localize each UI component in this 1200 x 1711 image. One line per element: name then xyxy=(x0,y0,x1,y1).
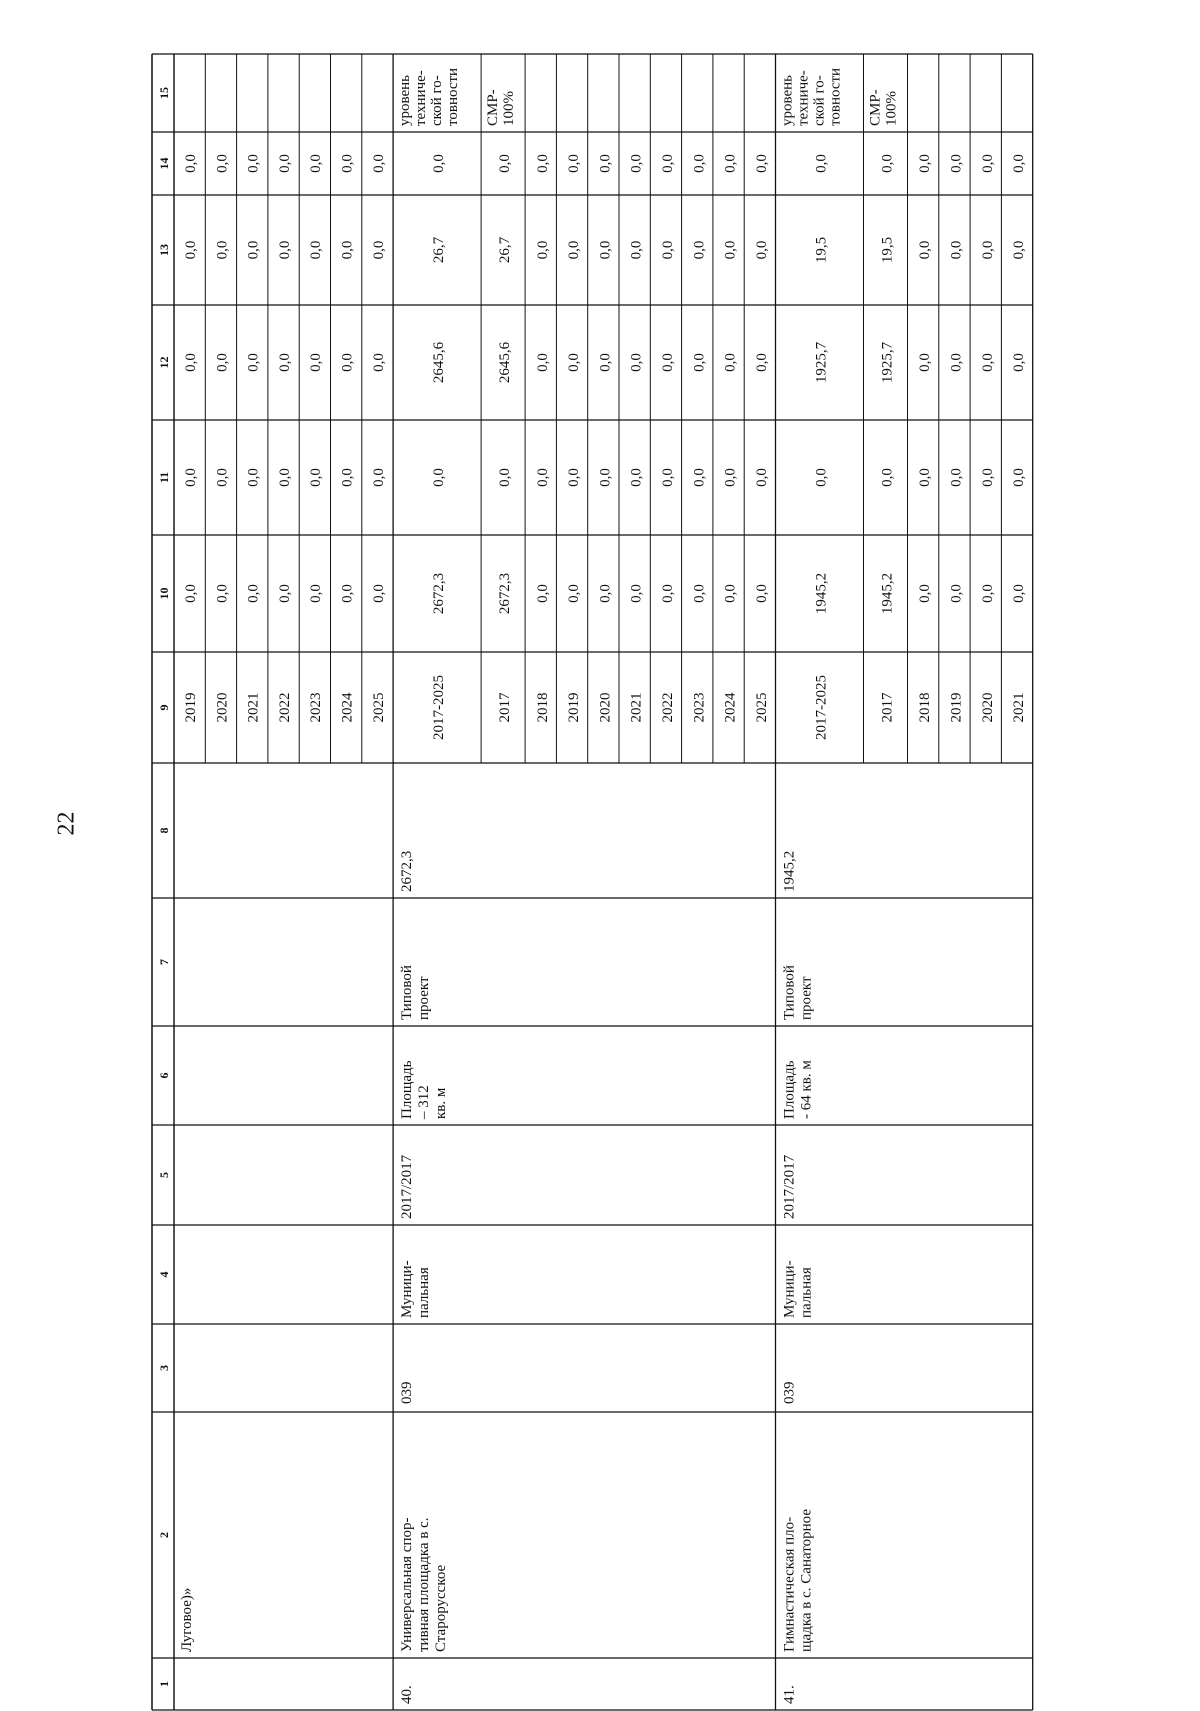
value-cell: 0,0 xyxy=(534,240,551,260)
value-cell: 0,0 xyxy=(628,468,645,487)
column-header-2: 2 xyxy=(157,1532,171,1538)
value-cell: 0,0 xyxy=(308,468,325,487)
value-cell: 0,0 xyxy=(245,353,262,372)
value-cell: 0,0 xyxy=(917,240,934,260)
value-cell: 1925,7 xyxy=(879,341,896,384)
value-cell: 0,0 xyxy=(370,154,387,173)
value-cell: 0,0 xyxy=(753,353,770,372)
year-cell: 2019 xyxy=(183,692,199,723)
value-cell: 0,0 xyxy=(183,468,199,487)
note-text: товности xyxy=(827,67,844,126)
value-cell: 0,0 xyxy=(183,353,199,372)
note-text: СМР- xyxy=(867,89,884,126)
value-cell: 0,0 xyxy=(917,584,934,603)
capacity: – 312 xyxy=(416,1085,433,1119)
value-cell: 0,0 xyxy=(597,584,614,603)
value-cell: 1945,2 xyxy=(879,572,896,615)
value-cell: 2672,3 xyxy=(497,572,514,615)
note-text: ской го- xyxy=(429,75,446,126)
value-cell: 0,0 xyxy=(722,468,739,487)
value-cell: 0,0 xyxy=(431,468,448,487)
value-cell: 0,0 xyxy=(597,240,614,260)
value-cell: 0,0 xyxy=(753,468,770,487)
value-cell: 0,0 xyxy=(534,468,551,487)
value-cell: 0,0 xyxy=(979,584,996,603)
project-type: проект xyxy=(798,976,815,1020)
year-cell: 2017 xyxy=(879,692,896,723)
value-cell: 0,0 xyxy=(917,353,934,372)
year-cell: 2025 xyxy=(753,692,770,723)
column-header-14: 14 xyxy=(157,157,171,170)
object-name: щадка в с. Санаторное xyxy=(798,1509,815,1652)
value-cell: 0,0 xyxy=(183,154,199,173)
value-cell: 0,0 xyxy=(339,154,356,173)
value-cell: 0,0 xyxy=(979,353,996,372)
value-cell: 0,0 xyxy=(183,240,199,260)
year-cell: 2021 xyxy=(628,692,645,723)
value-cell: 19,5 xyxy=(879,236,896,264)
value-cell: 0,0 xyxy=(1011,353,1028,372)
value-cell: 26,7 xyxy=(431,236,448,264)
year-cell: 2020 xyxy=(214,692,231,723)
value-cell: 0,0 xyxy=(597,154,614,173)
value-cell: 0,0 xyxy=(948,584,965,603)
value-cell: 0,0 xyxy=(879,154,896,173)
value-cell: 0,0 xyxy=(948,240,965,260)
value-cell: 0,0 xyxy=(948,468,965,487)
year-cell: 2020 xyxy=(979,692,996,723)
value-cell: 0,0 xyxy=(1011,468,1028,487)
value-cell: 0,0 xyxy=(566,353,583,372)
value-cell: 0,0 xyxy=(979,240,996,260)
note-text: уровень xyxy=(397,74,414,126)
project-type: Типовой xyxy=(781,965,798,1020)
object-code: 039 xyxy=(781,1381,798,1404)
table-body xyxy=(152,54,1033,1710)
note-text: ской го- xyxy=(811,75,828,126)
value-cell: 0,0 xyxy=(566,154,583,173)
object-name: Луговое)» xyxy=(179,1587,195,1652)
year-cell: 2019 xyxy=(566,692,583,723)
ownership: Муници- xyxy=(399,1260,416,1318)
value-cell: 0,0 xyxy=(691,468,708,487)
value-cell: 0,0 xyxy=(308,584,325,603)
project-type: проект xyxy=(416,976,433,1020)
column-header-15: 15 xyxy=(157,87,171,99)
value-cell: 19,5 xyxy=(813,236,830,264)
value-cell: 0,0 xyxy=(753,584,770,603)
value-cell: 26,7 xyxy=(497,236,514,264)
column-header-4: 4 xyxy=(157,1271,171,1278)
value-cell: 2645,6 xyxy=(431,341,448,384)
value-cell: 1945,2 xyxy=(813,572,830,615)
value-cell: 0,0 xyxy=(753,240,770,260)
year-cell: 2018 xyxy=(917,692,934,723)
value-cell: 0,0 xyxy=(370,468,387,487)
value-cell: 0,0 xyxy=(534,353,551,372)
value-cell: 0,0 xyxy=(813,468,830,487)
value-cell: 0,0 xyxy=(308,353,325,372)
column-header-11: 11 xyxy=(157,471,171,484)
value-cell: 0,0 xyxy=(214,584,231,603)
value-cell: 0,0 xyxy=(659,584,676,603)
value-cell: 0,0 xyxy=(183,584,199,603)
value-cell: 0,0 xyxy=(659,353,676,372)
year-cell: 2021 xyxy=(1011,692,1028,723)
value-cell: 0,0 xyxy=(308,240,325,260)
ownership: пальная xyxy=(416,1267,433,1318)
column-header-10: 10 xyxy=(157,587,171,600)
value-cell: 0,0 xyxy=(1011,154,1028,173)
period-cell: 2017-2025 xyxy=(431,675,448,740)
capacity: - 64 кв. м xyxy=(798,1060,815,1119)
value-cell: 0,0 xyxy=(722,240,739,260)
column-header-7: 7 xyxy=(157,959,171,965)
value-cell: 0,0 xyxy=(339,353,356,372)
period-cell: 2017-2025 xyxy=(813,675,830,740)
value-cell: 0,0 xyxy=(308,154,325,173)
year-cell: 2023 xyxy=(691,692,708,723)
object-name: Гимнастическая пло- xyxy=(781,1516,798,1652)
column-header-1: 1 xyxy=(157,1681,171,1687)
note-text: СМР- xyxy=(485,89,502,126)
object-code: 039 xyxy=(399,1381,416,1404)
note-text: техниче- xyxy=(413,70,430,126)
value-cell: 0,0 xyxy=(1011,584,1028,603)
project-type: Типовой xyxy=(399,965,416,1020)
value-cell: 0,0 xyxy=(979,468,996,487)
ownership: пальная xyxy=(798,1267,815,1318)
years: 2017/2017 xyxy=(399,1154,416,1219)
value-cell: 0,0 xyxy=(753,154,770,173)
value-cell: 0,0 xyxy=(370,353,387,372)
object-name: Старорусское xyxy=(433,1564,450,1652)
note-text: техниче- xyxy=(795,70,812,126)
value-cell: 0,0 xyxy=(214,468,231,487)
year-cell: 2025 xyxy=(370,692,387,723)
value-cell: 2672,3 xyxy=(431,572,448,615)
value-cell: 0,0 xyxy=(214,154,231,173)
column-header-5: 5 xyxy=(157,1172,171,1178)
object-name: тивная площадка в с. xyxy=(416,1517,433,1652)
value-cell: 0,0 xyxy=(566,468,583,487)
value-cell: 0,0 xyxy=(245,154,262,173)
note-text: уровень xyxy=(779,74,796,126)
value-cell: 0,0 xyxy=(659,468,676,487)
value-cell: 0,0 xyxy=(370,584,387,603)
value-cell: 0,0 xyxy=(917,468,934,487)
year-cell: 2020 xyxy=(597,692,614,723)
column-header-3: 3 xyxy=(157,1365,171,1371)
note-text: 100% xyxy=(501,91,518,126)
column-header-12: 12 xyxy=(157,356,171,369)
ownership: Муници- xyxy=(781,1260,798,1318)
year-cell: 2017 xyxy=(497,692,514,723)
object-cost: 2672,3 xyxy=(399,850,416,892)
value-cell: 0,0 xyxy=(276,584,293,603)
value-cell: 0,0 xyxy=(214,353,231,372)
year-cell: 2024 xyxy=(339,692,356,723)
value-cell: 2645,6 xyxy=(497,341,514,384)
value-cell: 0,0 xyxy=(566,240,583,260)
value-cell: 0,0 xyxy=(659,154,676,173)
year-cell: 2024 xyxy=(722,692,739,723)
value-cell: 0,0 xyxy=(979,154,996,173)
year-cell: 2019 xyxy=(948,692,965,723)
value-cell: 0,0 xyxy=(534,154,551,173)
value-cell: 0,0 xyxy=(879,468,896,487)
value-cell: 0,0 xyxy=(722,584,739,603)
year-cell: 2022 xyxy=(276,692,293,723)
value-cell: 0,0 xyxy=(214,240,231,260)
value-cell: 0,0 xyxy=(245,468,262,487)
value-cell: 0,0 xyxy=(245,584,262,603)
capacity: Площадь xyxy=(781,1060,798,1119)
column-header-6: 6 xyxy=(157,1072,171,1079)
value-cell: 0,0 xyxy=(948,353,965,372)
object-cost: 1945,2 xyxy=(781,850,798,892)
year-cell: 2023 xyxy=(308,692,325,723)
value-cell: 0,0 xyxy=(431,154,448,173)
value-cell: 0,0 xyxy=(628,584,645,603)
years: 2017/2017 xyxy=(781,1154,798,1219)
value-cell: 0,0 xyxy=(339,584,356,603)
year-cell: 2022 xyxy=(659,692,676,723)
page-number: 22 xyxy=(53,811,80,836)
value-cell: 0,0 xyxy=(534,584,551,603)
object-number: 40. xyxy=(399,1685,416,1704)
note-text: товности xyxy=(445,67,462,126)
value-cell: 0,0 xyxy=(1011,240,1028,260)
column-header-9: 9 xyxy=(157,704,171,711)
value-cell: 0,0 xyxy=(948,154,965,173)
object-number: 41. xyxy=(781,1685,798,1704)
column-header-13: 13 xyxy=(157,244,171,256)
value-cell: 0,0 xyxy=(722,154,739,173)
year-cell: 2021 xyxy=(245,692,262,723)
value-cell: 1925,7 xyxy=(813,341,830,384)
value-cell: 0,0 xyxy=(597,353,614,372)
value-cell: 0,0 xyxy=(659,240,676,260)
value-cell: 0,0 xyxy=(497,154,514,173)
value-cell: 0,0 xyxy=(691,353,708,372)
value-cell: 0,0 xyxy=(691,154,708,173)
value-cell: 0,0 xyxy=(628,240,645,260)
value-cell: 0,0 xyxy=(566,584,583,603)
value-cell: 0,0 xyxy=(628,154,645,173)
value-cell: 0,0 xyxy=(339,468,356,487)
value-cell: 0,0 xyxy=(722,353,739,372)
capacity: Площадь xyxy=(399,1060,416,1119)
note-text: 100% xyxy=(883,91,900,126)
value-cell: 0,0 xyxy=(276,154,293,173)
value-cell: 0,0 xyxy=(276,468,293,487)
column-header-8: 8 xyxy=(157,827,171,834)
value-cell: 0,0 xyxy=(691,240,708,260)
value-cell: 0,0 xyxy=(813,154,830,173)
object-name: Универсальная спор- xyxy=(399,1517,416,1652)
value-cell: 0,0 xyxy=(276,240,293,260)
year-cell: 2018 xyxy=(534,692,551,723)
value-cell: 0,0 xyxy=(628,353,645,372)
value-cell: 0,0 xyxy=(339,240,356,260)
value-cell: 0,0 xyxy=(276,353,293,372)
value-cell: 0,0 xyxy=(370,240,387,260)
value-cell: 0,0 xyxy=(691,584,708,603)
value-cell: 0,0 xyxy=(917,154,934,173)
value-cell: 0,0 xyxy=(597,468,614,487)
value-cell: 0,0 xyxy=(245,240,262,260)
capacity: кв. м xyxy=(433,1087,450,1119)
value-cell: 0,0 xyxy=(497,468,514,487)
